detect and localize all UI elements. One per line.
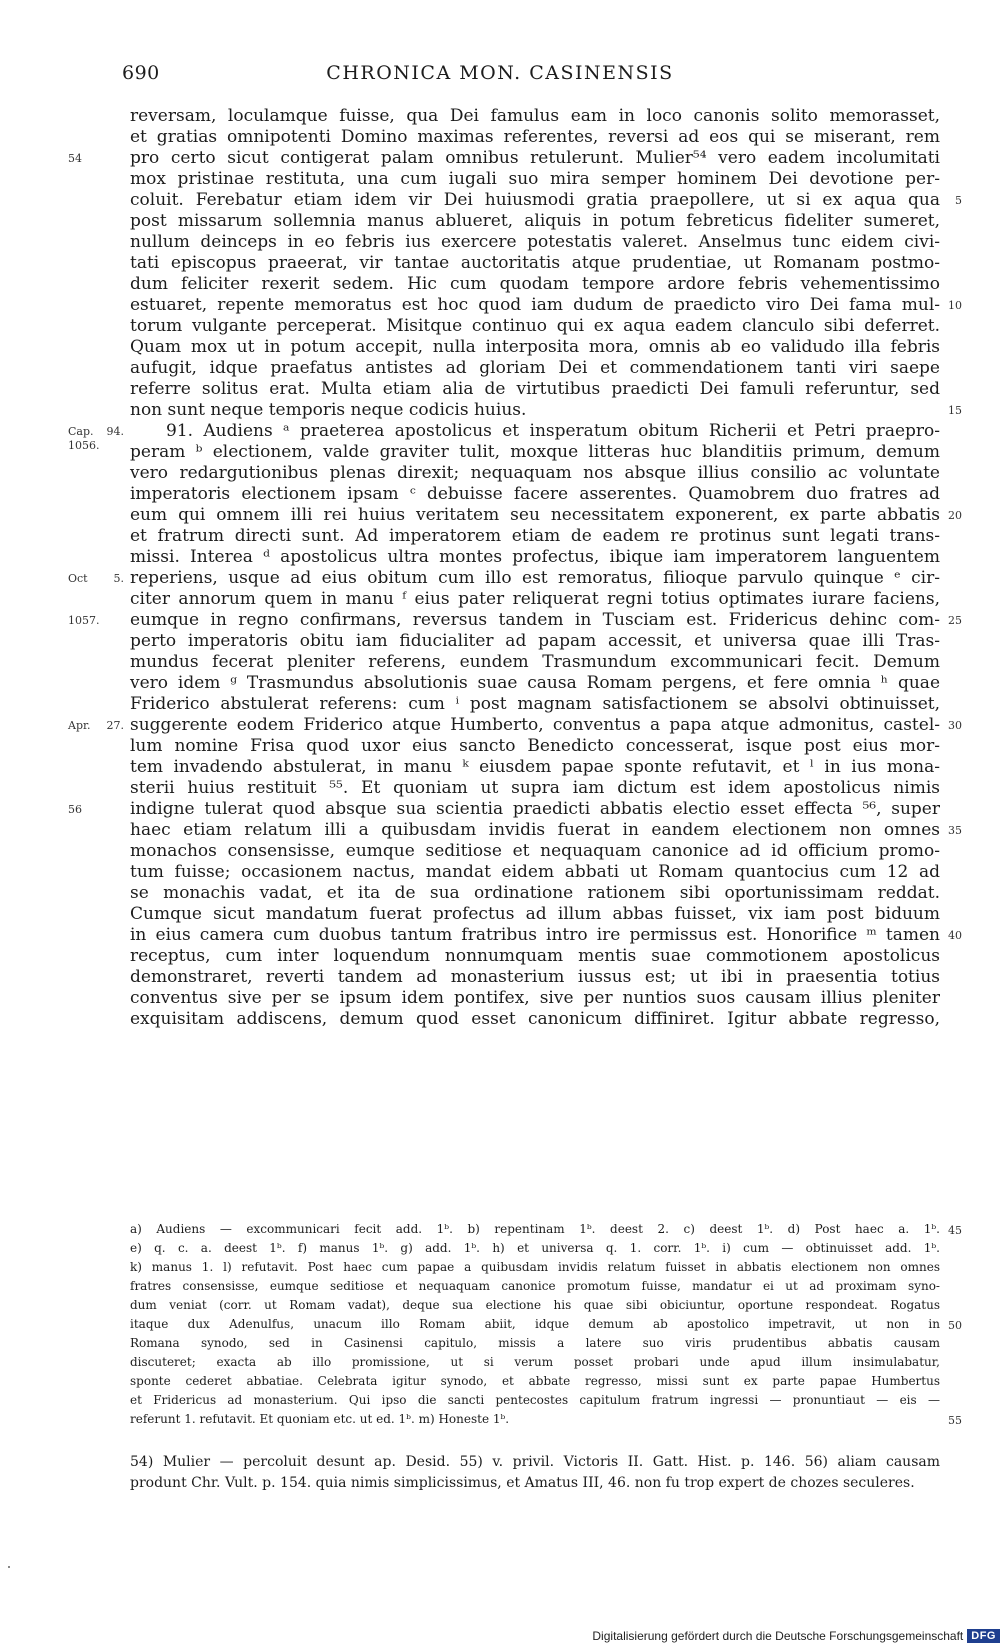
text-line: [130, 253, 940, 274]
text-line: [130, 526, 940, 547]
variant-line: [130, 1372, 940, 1391]
line-text: torum vulgante perceperat. Misitque continuo qui ex aqua eadem clanculo sibi deferret.: [130, 316, 940, 336]
line-number: 45: [948, 1224, 962, 1237]
variant-line: [130, 1239, 940, 1258]
line-text: missi. Interea ᵈ apostolicus ultra montes profectus, ibique iam imperatorem languentem: [130, 547, 940, 567]
line-number: 55: [948, 1414, 962, 1427]
line-text: vero redargutionibus plenas direxit; nequaquam nos absque illius consilio ac voluntate: [130, 463, 940, 483]
text-line: [68, 568, 940, 589]
line-text: 91. Audiens ᵃ praeterea apostolicus et insperatum obitum Richerii et Petri praepro-: [166, 421, 940, 441]
line-text: Friderico abstulerat referens: cum ⁱ post magnam satisfactionem se absolvi obtinuisset,: [130, 694, 940, 714]
line-text: non sunt neque temporis neque codicis huius.: [130, 400, 527, 420]
text-line: [130, 736, 940, 757]
variant-line: [130, 1334, 940, 1353]
footnote-text: produnt Chr. Vult. p. 154. quia nimis simplicissimus, et Amatus III, 46. non fu trop expert de chozes seculeres.: [130, 1475, 915, 1491]
variant-line: [130, 1391, 940, 1410]
line-text: coluit. Ferebatur etiam idem vir Dei huiusmodi gratia praepollere, ut si ex aqua qua: [130, 190, 940, 210]
digitization-footer: [592, 1626, 1000, 1646]
page-header: [0, 62, 1000, 92]
variant-line: [130, 1220, 962, 1239]
line-text: tum fuisse; occasionem nactus, mandat eidem abbati ut Romam quantocius cum 12 ad: [130, 862, 940, 882]
text-line: [130, 652, 940, 673]
page-number: 690: [122, 62, 160, 84]
line-text: estuaret, repente memoratus est hoc quod iam dudum de praedicto viro Dei fama mul-: [130, 295, 940, 315]
line-number: 40: [948, 929, 962, 942]
variant-text: fratres consensisse, eumque seditiose et nequaquam canonice promotum fuisse, mandatur ei ut ad proximam syno-: [130, 1279, 940, 1293]
line-number: 20: [948, 509, 962, 522]
variant-line: [130, 1315, 962, 1334]
line-number: 50: [948, 1319, 962, 1332]
variant-text: k) manus 1. l) refutavit. Post haec cum papae a quibusdam invidis relatum fuisset in abbatis electionem non omnes: [130, 1260, 940, 1274]
text-line: [130, 358, 940, 379]
line-text: in eius camera cum duobus tantum fratribus intro ire permissus est. Honorifice ᵐ tamen: [130, 925, 940, 945]
line-text: tem invadendo abstulerat, in manu ᵏ eiusdem papae sponte refutavit, et ˡ in ius mona-: [130, 757, 940, 777]
text-line: [130, 841, 940, 862]
text-line: [130, 547, 940, 568]
scan-speck: [8, 1566, 10, 1568]
line-text: dum feliciter rexerit sedem. Hic cum quodam tempore ardore febris vehementissimo: [130, 274, 940, 294]
line-text: indigne tulerat quod absque sua scientia praedicti abbatis electio esset effecta ⁵⁶, super: [130, 799, 940, 819]
text-line: [130, 400, 962, 421]
text-line: [130, 337, 940, 358]
line-text: et gratias omnipotenti Domino maximas referentes, reversi ad eos qui se miserant, rem: [130, 127, 940, 147]
line-text: mox pristinae restituta, una cum iugali suo mira semper hominem Dei devotione per-: [130, 169, 940, 189]
text-line: [130, 274, 940, 295]
line-text: reversam, loculamque fuisse, qua Dei famulus eam in loco canonis solito memorasset,: [130, 106, 940, 126]
text-line: [68, 715, 962, 736]
line-text: eumque in regno confirmans, reversus tandem in Tusciam est. Fridericus dehinc com-: [130, 610, 940, 630]
text-line: [130, 463, 940, 484]
text-line: [130, 757, 940, 778]
text-line: [130, 862, 940, 883]
line-text: se monachis vadat, et ita de sua ordinatione rationem sibi oportunissimam reddat.: [130, 883, 940, 903]
variant-line: [130, 1296, 940, 1315]
text-line: [130, 211, 940, 232]
text-line: [130, 694, 940, 715]
critical-apparatus: [130, 1220, 962, 1429]
line-text: mundus fecerat pleniter referens, eundem Trasmundum excommunicari fecit. Demum: [130, 652, 940, 672]
line-text: lum nomine Frisa quod uxor eius sancto Benedicto concesserat, isque post eius mor-: [130, 736, 940, 756]
margin-note-left: Oct 5.: [68, 572, 124, 585]
line-text: Cumque sicut mandatum fuerat profectus ad illum abbas fuisset, vix iam post biduum: [130, 904, 940, 924]
line-number: 30: [948, 719, 962, 732]
margin-note-left: 54: [68, 152, 82, 165]
line-text: peram ᵇ electionem, valde graviter tulit, moxque litteras huc blanditiis primum, demum: [130, 442, 940, 462]
text-line: [130, 1009, 940, 1030]
text-line: [130, 127, 940, 148]
line-text: vero idem ᵍ Trasmundus absolutionis suae causa Romam pergens, et fere omnia ʰ quae: [130, 673, 940, 693]
variant-line: [130, 1410, 962, 1429]
line-text: reperiens, usque ad eius obitum cum illo est remoratus, filioque parvulo quinque ᵉ cir-: [130, 568, 940, 588]
text-line: [130, 778, 940, 799]
margin-note-left: Apr. 27.: [68, 719, 124, 732]
footnote-line: [130, 1452, 940, 1473]
text-line: [130, 967, 940, 988]
line-text: demonstraret, reverti tandem ad monasterium iussus est; ut ibi in praesentia totius: [130, 967, 940, 987]
line-text: citer annorum quem in manu ᶠ eius pater reliquerat regni totius optimates iurare faciens,: [130, 589, 940, 609]
text-line: [130, 316, 940, 337]
line-number: 5: [955, 194, 962, 207]
running-title: CHRONICA MON. CASINENSIS: [326, 62, 674, 84]
text-line: [68, 799, 940, 820]
line-text: Quam mox ut in potum accepit, nulla interposita mora, omnis ab eo validudo illa febris: [130, 337, 940, 357]
text-line: [130, 442, 940, 463]
variant-text: e) q. c. a. deest 1ᵇ. f) manus 1ᵇ. g) add. 1ᵇ. h) et universa q. 1. corr. 1ᵇ. i) cum — obtinuisset add. 1ᵇ.: [130, 1241, 940, 1255]
variant-line: [130, 1277, 940, 1296]
text-line: [130, 232, 940, 253]
text-line: [130, 190, 962, 211]
margin-note-left: 1057.: [68, 614, 100, 627]
variant-text: sponte cederet abbatiae. Celebrata igitur synodo, et abbate regresso, missi sunt ex parte papae Humbertus: [130, 1374, 940, 1388]
line-text: eum qui omnem illi rei huius veritatem seu necessitatem exponerent, ex parte abbatis: [130, 505, 940, 525]
line-text: et fratrum directi sunt. Ad imperatorem etiam de eadem re protinus sunt legati trans-: [130, 526, 940, 546]
variant-text: dum veniat (corr. ut Romam vadat), deque sua electione his quae sibi obiciuntur, oportune respondeat. Rogatus: [130, 1298, 940, 1312]
line-text: nullum deinceps in eo febris ius exercere potestatis valeret. Anselmus tunc eidem civi-: [130, 232, 940, 252]
variant-line: [130, 1258, 940, 1277]
margin-note-left: 1056.: [68, 439, 100, 452]
line-number: 35: [948, 824, 962, 837]
dfg-logo[interactable]: DFG: [967, 1629, 1000, 1643]
variant-text: itaque dux Adenulfus, unacum illo Romam abiit, idque demum ab apostolico impetravit, ut non in: [130, 1317, 940, 1331]
line-text: haec etiam relatum illi a quibusdam invidis fuerat in eandem electionem non omnes: [130, 820, 940, 840]
margin-note-left: Cap. 94.: [68, 425, 124, 438]
main-text: [68, 106, 962, 1030]
text-line: [130, 904, 940, 925]
line-text: imperatoris electionem ipsam ᶜ debuisse facere asserentes. Quamobrem duo fratres ad: [130, 484, 940, 504]
variant-text: a) Audiens — excommunicari fecit add. 1ᵇ. b) repentinam 1ᵇ. deest 2. c) deest 1ᵇ. d) Post haec a. 1ᵇ.: [130, 1222, 940, 1236]
variant-text: referunt 1. refutavit. Et quoniam etc. ut ed. 1ᵇ. m) Honeste 1ᵇ.: [130, 1412, 510, 1426]
line-text: receptus, cum inter loquendum nonnumquam mentis suae commotionem apostolicus: [130, 946, 940, 966]
text-line: [130, 295, 962, 316]
margin-note-left: 56: [68, 803, 82, 816]
footnotes: [130, 1452, 940, 1494]
line-number: 10: [948, 299, 962, 312]
text-line: [130, 484, 940, 505]
line-number: 15: [948, 404, 962, 417]
line-text: post missarum sollemnia manus ablueret, aliquis in potum febreticus fideliter sumeret,: [130, 211, 940, 231]
line-text: monachos consensisse, eumque seditiose et nequaquam canonice ad id officium promo-: [130, 841, 940, 861]
line-text: tati episcopus praeerat, vir tantae auctoritatis atque prudentiae, ut Romanam postmo-: [130, 253, 940, 273]
variant-line: [130, 1353, 940, 1372]
funding-notice: Digitalisierung gefördert durch die Deutsche Forschungsgemeinschaft: [592, 1629, 964, 1643]
text-line: [130, 631, 940, 652]
text-line: [130, 820, 962, 841]
line-number: 25: [948, 614, 962, 627]
line-text: perto imperatoris obitu iam fiducialiter ad papam accessit, et universa quae illi Tras-: [130, 631, 940, 651]
line-text: referre solitus erat. Multa etiam alia de virtutibus praedicti Dei famuli referuntur, sed: [130, 379, 940, 399]
line-text: exquisitam addiscens, demum quod esset canonicum diffiniret. Igitur abbate regresso,: [130, 1009, 940, 1029]
variant-text: Romana synodo, sed in Casinensi capitulo, missis a latere suo viris prudentibus abbatis causam: [130, 1336, 940, 1350]
line-text: sterii huius restituit ⁵⁵. Et quoniam ut supra iam dictum est idem apostolicus nimis: [130, 778, 940, 798]
text-line: [130, 106, 940, 127]
line-text: pro certo sicut contigerat palam omnibus retulerunt. Mulier⁵⁴ vero eadem incolumitati: [130, 148, 940, 168]
variant-text: discuteret; exacta ab illo promissione, ut si verum posset probari unde apud illum insimulabatur,: [130, 1355, 940, 1369]
footnote-line: [130, 1473, 940, 1494]
text-line: [130, 169, 940, 190]
text-line: [68, 610, 962, 631]
text-line: [130, 988, 940, 1009]
text-line: [130, 589, 940, 610]
text-line: [130, 925, 962, 946]
text-line: [68, 148, 940, 169]
text-line: [130, 883, 940, 904]
text-line: [130, 673, 940, 694]
line-text: aufugit, idque praefatus antistes ad gloriam Dei et commendationem tanti viri saepe: [130, 358, 940, 378]
text-line: [130, 379, 940, 400]
variant-text: et Fridericus ad monasterium. Qui ipso die sancti pentecostes capitulum fratrum ingressi — pronuntiaut — eis —: [130, 1393, 940, 1407]
line-text: conventus sive per se ipsum idem pontifex, sive per nuntios suos causam illius pleniter: [130, 988, 940, 1008]
footnote-text: 54) Mulier — percoluit desunt ap. Desid. 55) v. privil. Victoris II. Gatt. Hist. p. 146. 56) aliam causam: [130, 1454, 940, 1470]
line-text: suggerente eodem Friderico atque Humberto, conventus a papa atque admonitus, castel-: [130, 715, 940, 735]
text-line: [130, 946, 940, 967]
text-line: [130, 505, 962, 526]
